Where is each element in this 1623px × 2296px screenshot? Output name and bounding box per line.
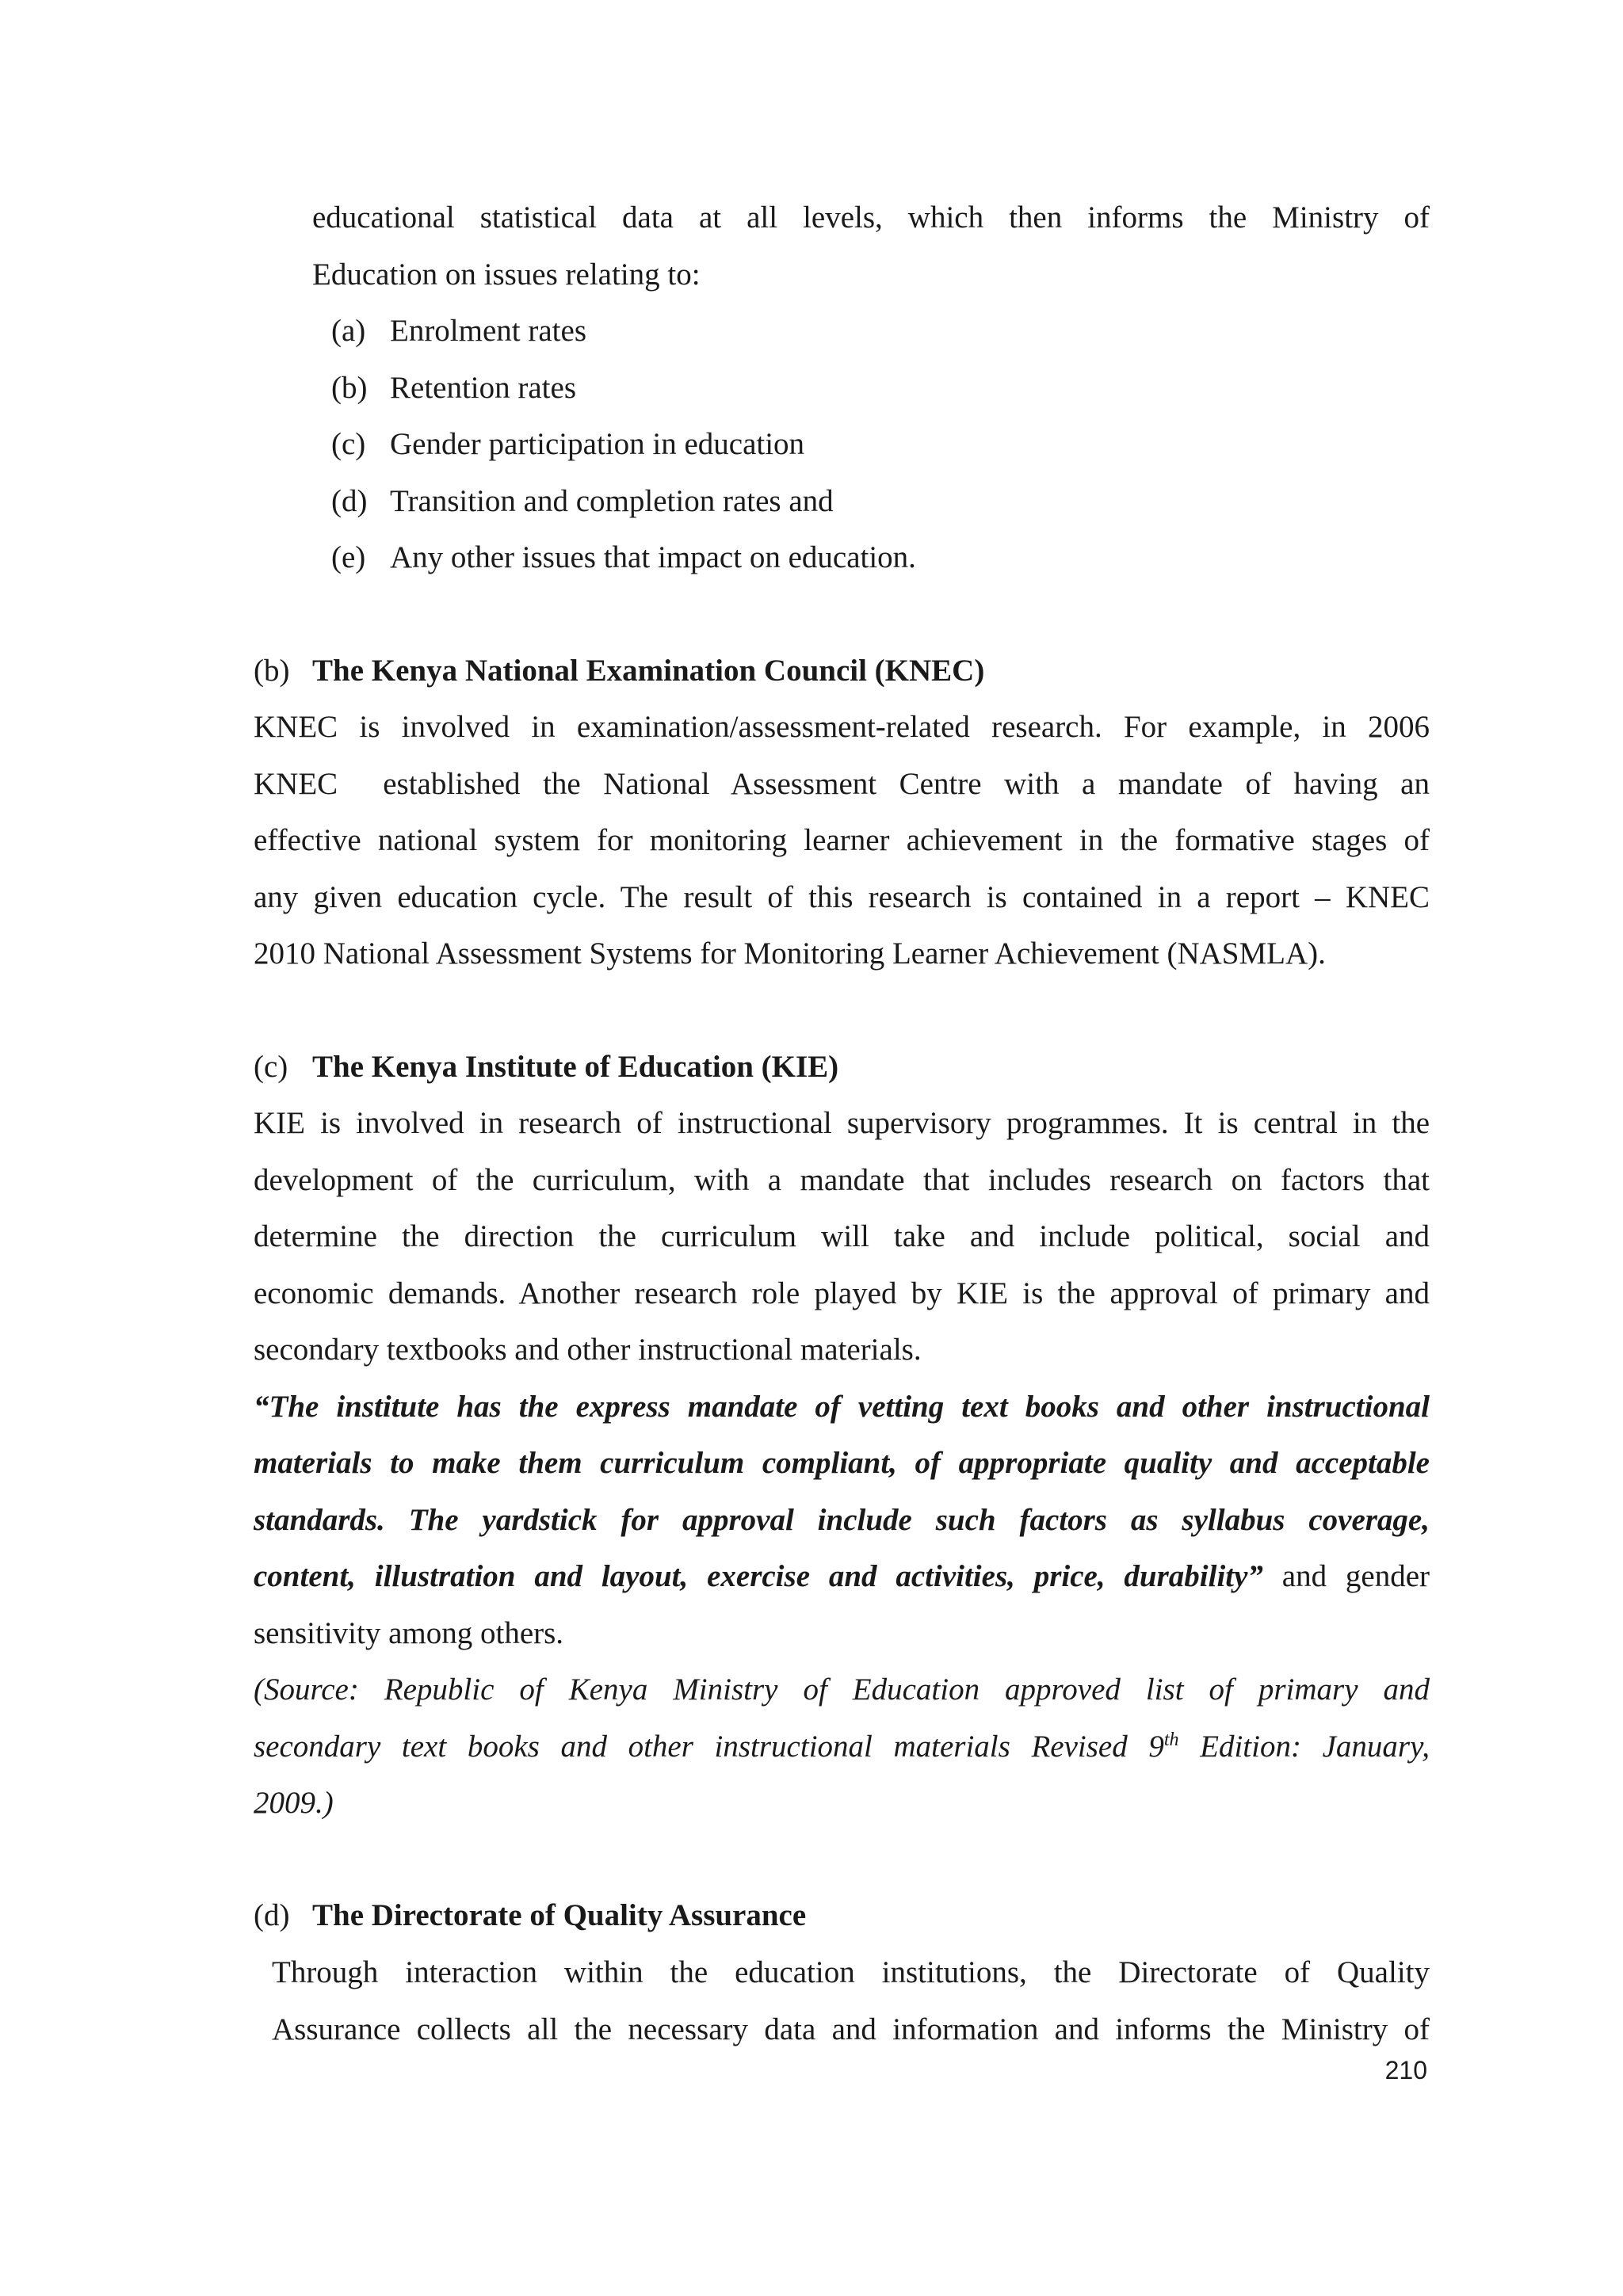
quote-line-3: standards. The yardstick for approval include such factors as syllabus coverage, bbox=[254, 1502, 1430, 1537]
quote-plain-end: and gender bbox=[1262, 1559, 1430, 1593]
source-line-3: 2009.) bbox=[254, 1786, 334, 1820]
section-title: The Kenya National Examination Council (KNEC) bbox=[312, 654, 985, 688]
kie-line-1: KIE is involved in research of instructional supervisory programmes. It is central in the bbox=[254, 1106, 1430, 1140]
section-marker: (c) bbox=[254, 1050, 288, 1084]
intro-paragraph bbox=[312, 189, 1430, 303]
list-marker: (b) bbox=[331, 371, 368, 405]
section-marker: (d) bbox=[254, 1898, 290, 1932]
list-marker: (c) bbox=[331, 427, 366, 461]
kie-paragraph bbox=[254, 1095, 1430, 1832]
source-text-a: secondary text books and other instructional materials Revised 9 bbox=[254, 1729, 1164, 1764]
qa-line-2: Assurance collects all the necessary data and information and informs the Ministry of bbox=[272, 2012, 1430, 2046]
intro-line-2: Education on issues relating to: bbox=[312, 257, 701, 292]
knec-line-4: any given education cycle. The result of this research is contained in a report – KNEC bbox=[254, 879, 1430, 914]
page-number: 210 bbox=[1384, 2056, 1427, 2084]
list-marker: (e) bbox=[331, 540, 366, 574]
list-marker: (d) bbox=[331, 484, 368, 518]
list-text: Any other issues that impact on education. bbox=[390, 540, 916, 574]
knec-line-2: KNEC established the National Assessment Centre with a mandate of having an bbox=[254, 766, 1430, 801]
list-text: Gender participation in education bbox=[390, 427, 805, 461]
section-title: The Directorate of Quality Assurance bbox=[312, 1898, 807, 1932]
kie-line-2: development of the curriculum, with a mandate that includes research on factors that bbox=[254, 1162, 1430, 1197]
list-text: Transition and completion rates and bbox=[390, 484, 834, 518]
list-marker: (a) bbox=[331, 314, 366, 348]
list-text: Enrolment rates bbox=[390, 314, 586, 348]
section-marker: (b) bbox=[254, 654, 290, 688]
quote-bold-end: content, illustration and layout, exercise and activities, price, durability” bbox=[254, 1559, 1263, 1593]
quote-line-4 bbox=[254, 1548, 1430, 1605]
knec-line-1: KNEC is involved in examination/assessment-related research. For example, in 2006 bbox=[254, 710, 1430, 744]
knec-paragraph bbox=[254, 699, 1430, 982]
list-text: Retention rates bbox=[390, 371, 577, 405]
quote-line-2: materials to make them curriculum compliant, of appropriate quality and acceptable bbox=[254, 1446, 1430, 1480]
kie-line-5: secondary textbooks and other instructional materials. bbox=[254, 1333, 922, 1367]
source-superscript: th bbox=[1163, 1729, 1179, 1750]
source-line-1: (Source: Republic of Kenya Ministry of Education approved list of primary and bbox=[254, 1672, 1430, 1707]
quality-assurance-paragraph bbox=[272, 1944, 1430, 2058]
quote-line-1: “The institute has the express mandate of vetting text books and other instructional bbox=[254, 1389, 1430, 1424]
kie-line-3: determine the direction the curriculum will take and include political, social and bbox=[254, 1219, 1430, 1253]
after-quote-line: sensitivity among others. bbox=[254, 1615, 564, 1650]
knec-line-5: 2010 National Assessment Systems for Monitoring Learner Achievement (NASMLA). bbox=[254, 936, 1326, 971]
section-title: The Kenya Institute of Education (KIE) bbox=[312, 1050, 839, 1084]
intro-line-1: educational statistical data at all levels, which then informs the Ministry of bbox=[312, 200, 1430, 235]
qa-line-1: Through interaction within the education institutions, the Directorate of Quality bbox=[272, 1955, 1430, 1989]
source-line-2 bbox=[254, 1718, 1430, 1775]
kie-line-4: economic demands. Another research role played by KIE is the approval of primary and bbox=[254, 1276, 1430, 1310]
source-text-b: Edition: January, bbox=[1178, 1729, 1430, 1764]
knec-line-3: effective national system for monitoring learner achievement in the formative stages of bbox=[254, 823, 1430, 857]
